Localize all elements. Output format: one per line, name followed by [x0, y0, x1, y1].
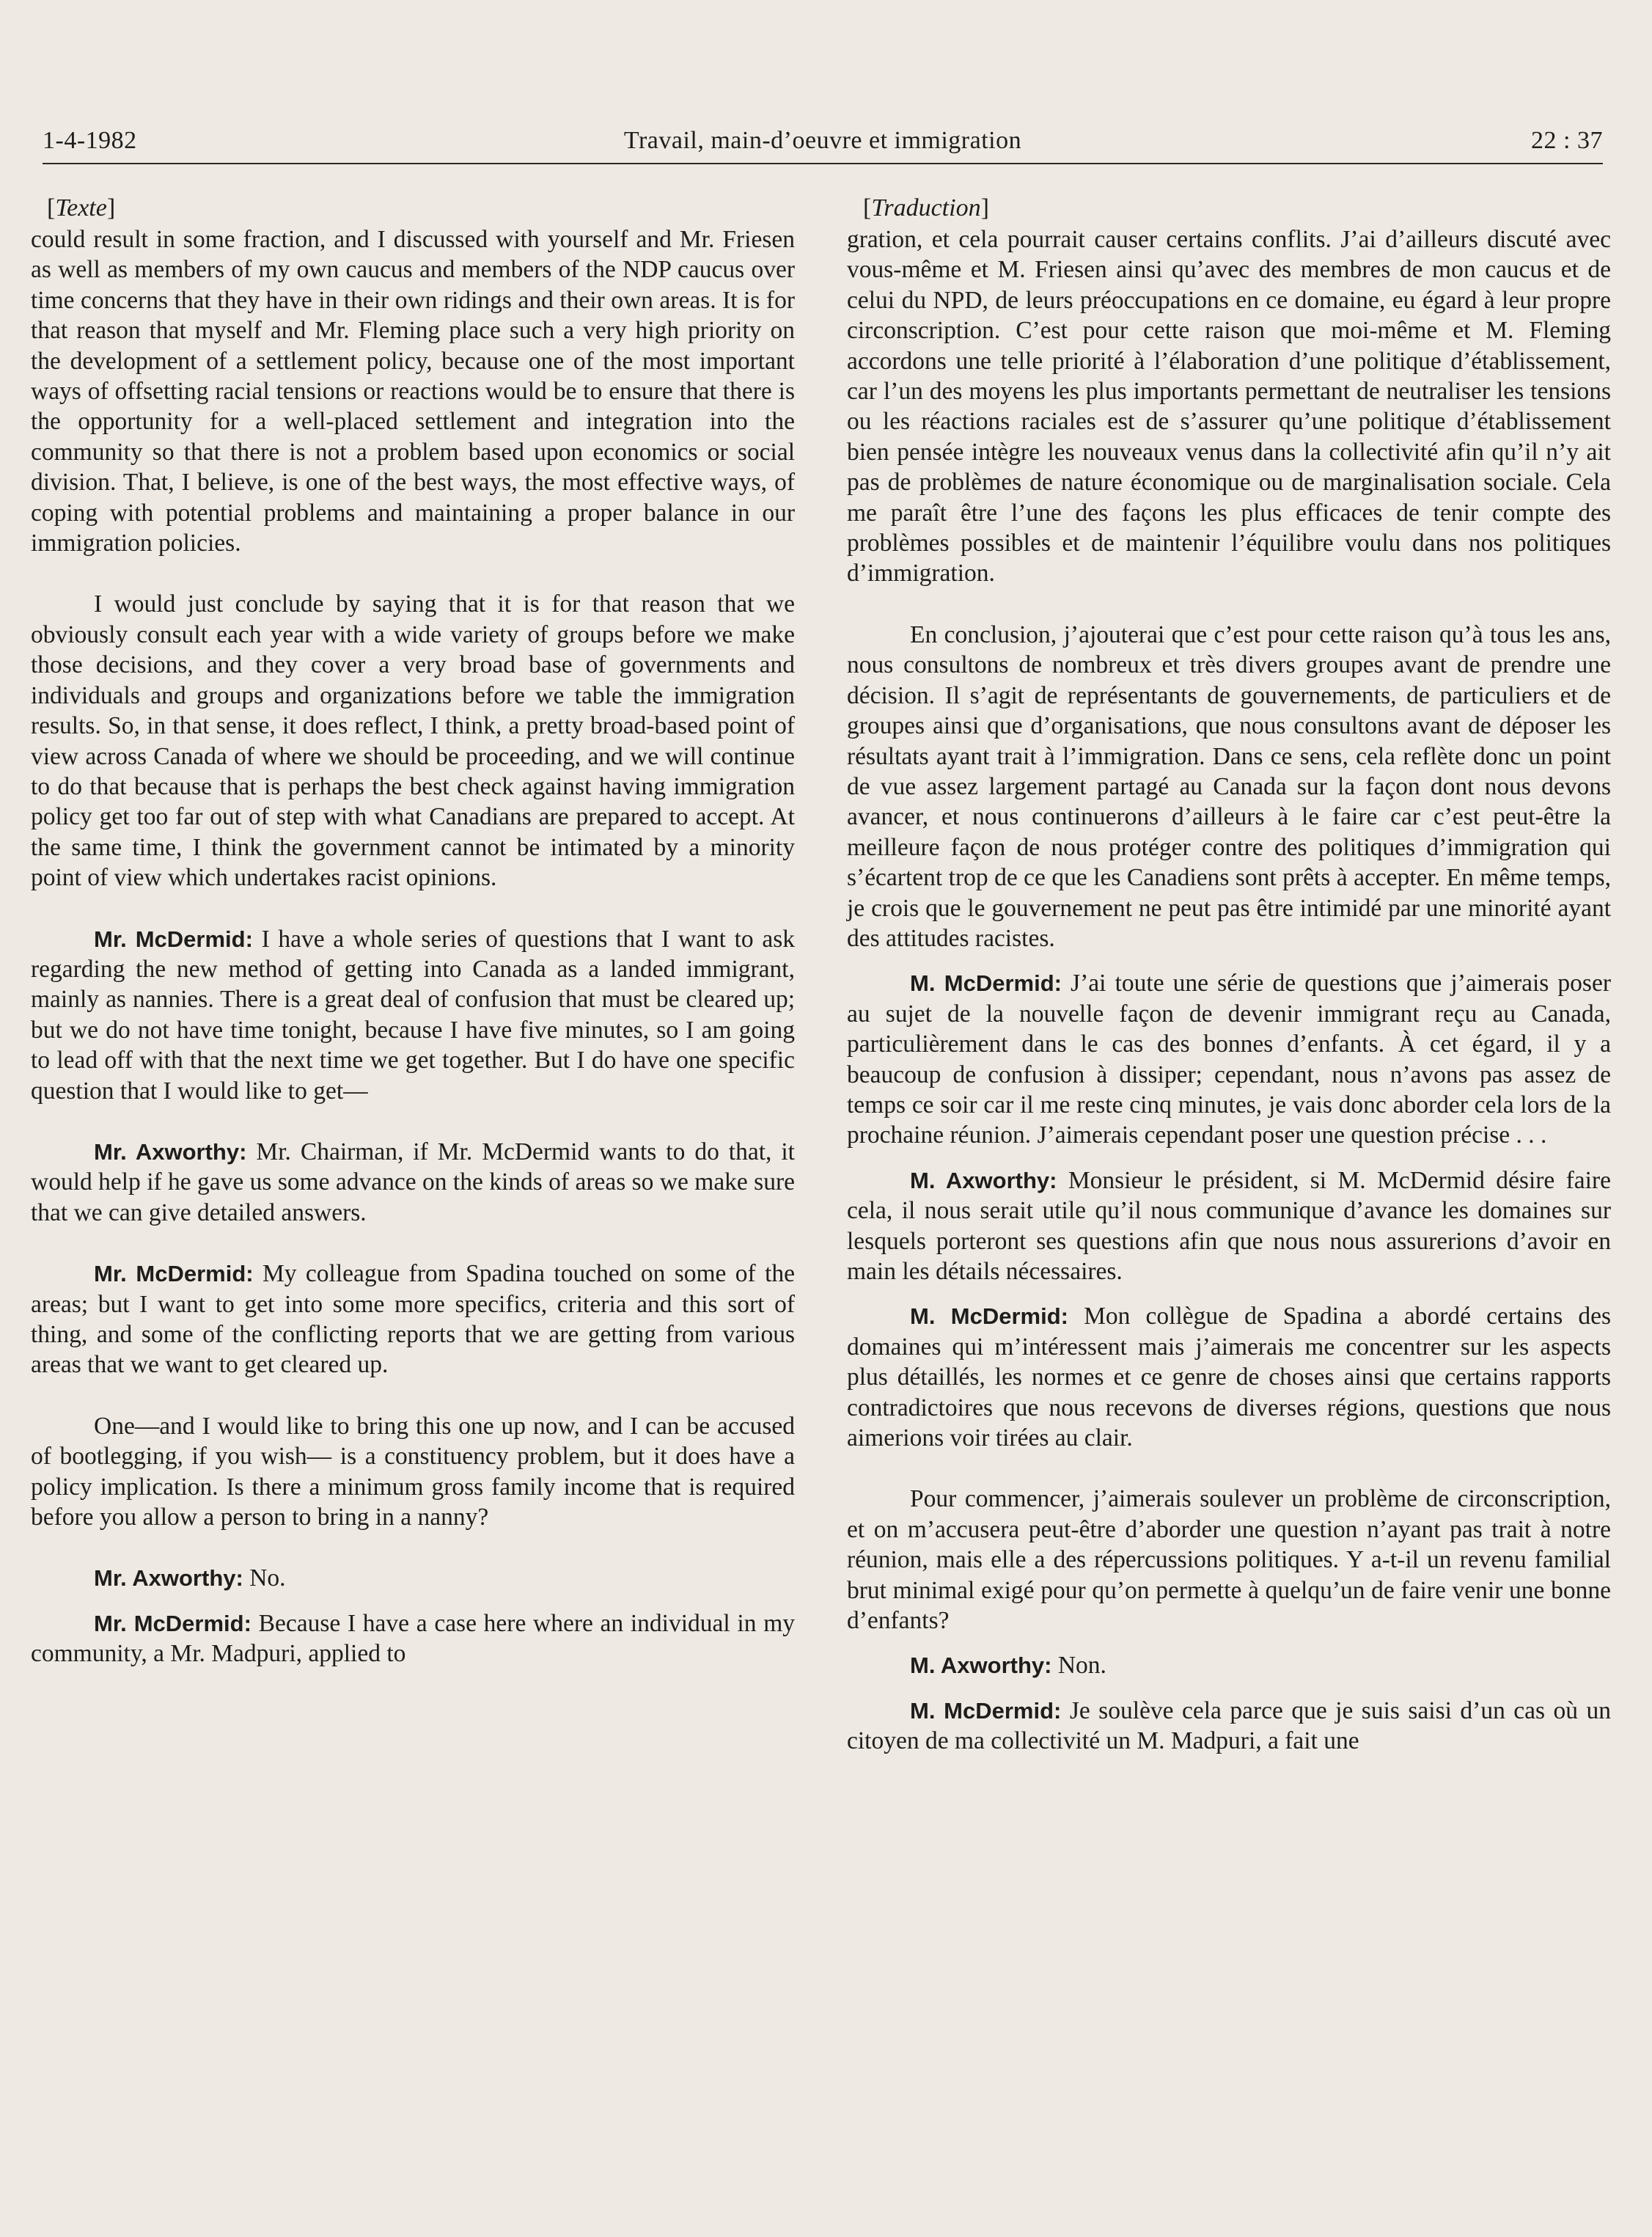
paragraph: M. Axworthy: Non.	[910, 1652, 1106, 1680]
speaker-name: Mr. McDermid:	[94, 1610, 252, 1636]
paragraph: could result in some fraction, and I discussed with yourself and Mr. Friesen as well as members of my own caucus and members of the NDP caucus over time concerns that they have in their own ridings and their own areas. It is for that reason that myself and Mr. Fleming place such a very high priority on the development of a settlement policy, because one of the most important ways of offsetting racial tensions or reactions would be to ensure that there is the opportunity for a well-placed settlement and integration into the community so that there is not a problem based upon economics or social division. That, I believe, is one of the best ways, the most effective ways, of coping with potential problems and maintaining a proper balance in our immigration policies.	[31, 226, 795, 557]
paragraph: Pour commencer, j’aimerais soulever un problème de circonscription, et on m’accusera peut-être d’aborder une question n’ayant pas trait à notre réunion, mais elle a des répercussions politiques. Y a-t-il un revenu familial brut minimal exigé pour qu’on permette à quelqu’un de faire venir une bonne d’enfants?	[847, 1485, 1611, 1635]
paragraph: En conclusion, j’ajouterai que c’est pour cette raison qu’à tous les ans, nous consultons de nombreux et très divers groupes avant de prendre une décision. Il s’agit de représentants de gouvernements, de particuliers et de groupes ainsi que d’organisations, que nous consultons avant de déposer les résultats ayant trait à l’immigration. Dans ce sens, cela reflète donc un point de vue assez largement partagé au Canada sur la façon dont nous devons avancer, et nous continuerons d’ailleurs à le faire car c’est peut-être la meilleure façon de nous protéger contre des politiques d’immigration qui s’écartent trop de ce que les Canadiens sont prêts à accepter. En même temps, je crois que le gouvernement ne peut pas être intimidé par une minorité ayant des attitudes racistes.	[847, 620, 1611, 952]
paragraph: One—and I would like to bring this one up now, and I can be accused of bootlegging, if you wish— is a constituency problem, but it does have a policy implication. Is there a minimum gross family income that is required before you allow a person to bring in a nanny?	[31, 1412, 795, 1531]
speaker-name: M. Axworthy:	[910, 1167, 1057, 1193]
speaker-name: Mr. Axworthy:	[94, 1565, 243, 1592]
header-date: 1-4-1982	[43, 127, 137, 154]
paragraph: M. McDermid: Mon collègue de Spadina a abordé certains des domaines qui m’intéressent mais j’aimerais me concentrer sur les aspects plus détaillés, les normes et ce genre de choses ainsi que certains rapports contradictoires que nous recevons de diverses régions, questions que nous aimerions voir tirées au clair.	[847, 1303, 1611, 1452]
speaker-name: M. McDermid:	[910, 970, 1062, 997]
paragraph: Mr. Axworthy: No.	[94, 1564, 286, 1592]
paragraph: Mr. McDermid: My colleague from Spadina touched on some of the areas; but I want to get into some more specifics, criteria and this sort of thing, and some of the conflicting reports that we are getting from various areas that we want to get cleared up.	[31, 1260, 795, 1379]
paragraph: M. McDermid: Je soulève cela parce que je suis saisi d’un cas où un citoyen de ma collectivité un M. Madpuri, a fait une	[847, 1696, 1611, 1755]
speaker-name: Mr. Axworthy:	[94, 1138, 247, 1165]
paragraph: M. McDermid: J’ai toute une série de questions que j’aimerais poser au sujet de la nouvelle façon de devenir immigrant reçu au Canada, particulièrement dans le cas des bonnes d’enfants. À cet égard, il y a beaucoup de confusion à dissiper; cependant, nous n’avons pas assez de temps ce soir car il me reste cinq minutes, je vais donc aborder cela lors de la prochaine réunion. J’aimerais cependant poser une question précise . . .	[847, 970, 1611, 1149]
column-french	[847, 192, 1611, 1757]
speaker-name: Mr. McDermid:	[94, 926, 253, 952]
paragraph: gration, et cela pourrait causer certains conflits. J’ai d’ailleurs discuté avec vous-même et M. Friesen ainsi qu’avec des membres de mon caucus et de celui du NPD, de leurs préoccupations en ce domaine, eu égard à leur propre circonscription. C’est pour cette raison que moi-même et M. Fleming accordons une telle priorité à l’élaboration d’une politique d’établissement, car l’un des moyens les plus importants permettant de neutraliser les tensions ou les réactions raciales est de s’assurer qu’une politique d’établissement bien pensée intègre les nouveaux venus dans la collectivité afin qu’il n’y ait pas de problèmes de nature économique ou de marginalisation sociale. Cela me paraît être l’une des façons les plus efficaces de tenir compte des problèmes possibles et de maintenir l’équilibre voulu dans nos politiques d’immigration.	[847, 226, 1611, 587]
speaker-name: Mr. McDermid:	[94, 1261, 254, 1287]
paragraph: M. Axworthy: Monsieur le président, si M. McDermid désire faire cela, il nous serait utile qu’il nous communique d’avance les domaines sur lesquels porteront ses questions afin que nous nous assurerions d’avoir en main les détails nécessaires.	[847, 1166, 1612, 1285]
paragraph: Mr. Axworthy: Mr. Chairman, if Mr. McDermid wants to do that, it would help if he gave us some advance on the kinds of areas so we make sure that we can give detailed answers.	[31, 1138, 795, 1226]
column-label: [Traduction]	[863, 194, 989, 221]
paragraph: Mr. McDermid: Because I have a case here where an individual in my community, a Mr. Madpuri, applied to	[31, 1609, 795, 1668]
header-title: Travail, main-d’oeuvre et immigration	[623, 127, 1022, 154]
column-label: [Texte]	[47, 194, 116, 221]
header-page-number: 22 : 37	[1531, 127, 1603, 154]
speaker-name: M. McDermid:	[910, 1697, 1062, 1724]
column-english	[31, 192, 795, 1669]
paragraph: I would just conclude by saying that it is for that reason that we obviously consult each year with a wide variety of groups before we make those decisions, and they cover a very broad base of governments and individuals and groups and organizations before we table the immigration results. So, in that sense, it does reflect, I think, a pretty broad-based point of view across Canada of where we should be proceeding, and we will continue to do that because that is perhaps the best check against having immigration policy get too far out of step with what Canadians are prepared to accept. At the same time, I think the government cannot be intimated by a minority point of view which undertakes racist opinions.	[31, 590, 795, 892]
page-header	[43, 122, 1603, 164]
speaker-name: M. McDermid:	[910, 1303, 1068, 1330]
speaker-name: M. Axworthy:	[910, 1652, 1052, 1679]
paragraph: Mr. McDermid: I have a whole series of questions that I want to ask regarding the new method of getting into Canada as a landed immigrant, mainly as nannies. There is a great deal of confusion that must be cleared up; but we do not have time tonight, because I have five minutes, so I am going to lead off with that the next time we get together. But I do have one specific question that I would like to get—	[31, 925, 795, 1105]
